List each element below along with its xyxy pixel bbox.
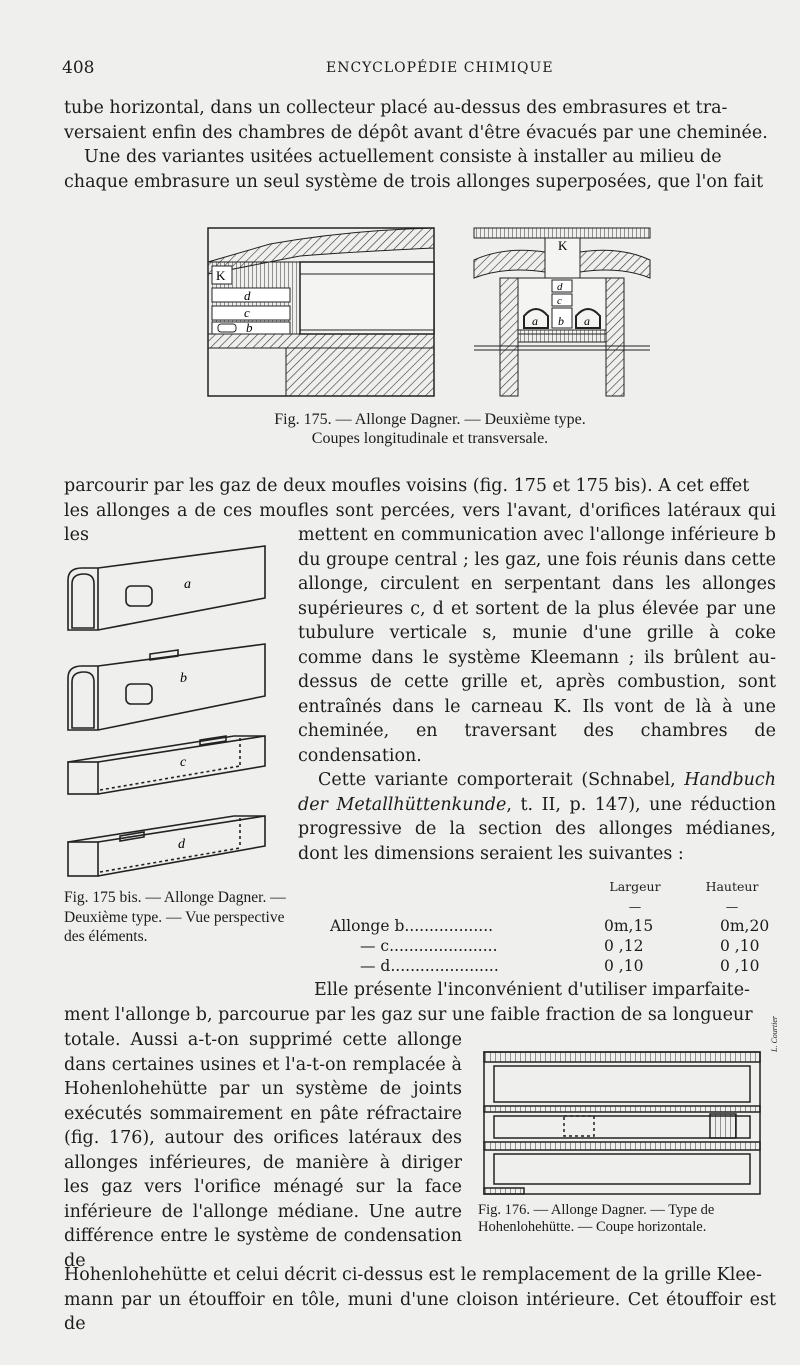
fig175-label-b2: b [558,314,564,328]
page-number: 408 [62,58,95,78]
final-paragraph [64,1263,776,1337]
fig-176-caption: Fig. 176. — Allonge Dagner. — Type de Hohenlohehütte. — Coupe horizontale. [478,1202,715,1235]
paragraph-4-second-line: ment l'allonge b, parcourue par les gaz sur une faible fraction de sa longueur [64,1005,753,1025]
text-run: , t. II, p. 147), une réduction progressive de la section des allonges médianes, dont les dimensions seraient les suivantes : [298,794,776,864]
fig-175bis-caption: Fig. 175 bis. — Allonge Dagner. — Deuxième type. — Vue perspective des éléments. [64,889,286,945]
text-line: parcourir par les gaz de deux moufles voisins (fig. 175 et 175 bis). A cet effet [64,476,750,496]
col-header-hauteur: Hauteur [705,878,759,894]
fig175-label-d: d [244,288,251,303]
row-label: — c [360,937,390,955]
text-line: tube horizontal, dans un collecteur placé au-dessus des embrasures et tra- [64,98,728,118]
paragraph-4-first-line: Elle présente l'inconvénient d'utiliser imparfaite- [314,980,750,1000]
fig-176-signature: L. Courtier [770,1015,779,1052]
text-line: les allonges a de ces moufles sont percées, vers l'avant, d'orifices latéraux qui les [64,500,776,545]
leader-dots: ...................... [389,937,498,955]
text-line: chaque embrasure un seul système de trois allonges superposées, que l'on fait [64,171,764,192]
row-label: Allonge b [330,917,405,935]
fig175-label-K2: K [558,238,568,253]
fig175-label-c: c [244,305,250,320]
fig175-label-a-left: a [532,314,538,328]
dimensions-table [330,876,774,976]
fig175-label-d2: d [557,281,563,293]
text-line: versaient enfin des chambres de dépôt avant d'être évacués par une cheminée. [64,122,768,143]
table-row [330,956,774,976]
table-row [330,916,774,936]
row-label: — d [360,957,391,975]
cell-height: 0 ,10 [720,957,760,975]
paragraph-2-wrap: mettent en communication avec l'allonge inférieure b du groupe central ; les gaz, une fois réunis dans cette allonge, circulent en serpentant dans les allonges supérieures c, d et sortent de la plus élevée par une tubulure verticale s, munie d'une grille à coke comme dans le système Kleemann ; ils brûlent au-dessus de cette grille et, après combustion, sont entraînés dans le carneau K. Ils vont de là à une cheminée, en traversant des chambres de condensation. [298,525,776,766]
text-line: Hohenlohehütte et celui décrit ci-dessus est le remplacement de la grille Klee- [64,1265,762,1285]
cell-height: 0m,20 [720,917,770,935]
leader-dots: ...................... [390,957,499,975]
paragraph-4-wrap: totale. Aussi a-t-on supprimé cette allonge dans certaines usines et l'a-t-on remplacée à Hohenlohehütte par un système de joints exécutés sommairement en pâte réfractaire (fig. 176), autour des orifices latéraux des allonges inférieures, de manière à diriger les gaz vers l'orifice ménagé sur la face inférieure de l'allonge médiane. Une autre différence entre le système de condensation de [64,1030,462,1271]
text-line: mann par un étouffoir en tôle, muni d'une cloison intérieure. Cet étouffoir est de [64,1289,776,1334]
cell-width: 0m,15 [604,917,654,935]
fig175bis-label-b: b [180,671,187,686]
fig175-label-K: K [216,268,226,283]
text-line: Une des variantes usitées actuellement consiste à installer au milieu de [84,147,722,167]
fig-175-illustration [200,222,660,402]
cell-width: 0 ,10 [604,957,644,975]
fig175-label-a-right: a [584,314,590,328]
caption-line: Coupes longitudinale et transversale. [311,430,549,447]
col-dash: — [628,898,642,914]
citation-title: Handbuch der Metallhüttenkunde [298,770,776,815]
fig175bis-label-a: a [184,577,191,592]
col-dash: — [725,898,739,914]
fig175bis-label-c: c [180,755,187,770]
text-run: Cette variante comporterait (Schnabel, [318,770,685,790]
fig175-label-c2: c [557,295,562,307]
fig175-label-b: b [246,320,253,335]
running-title: ENCYCLOPÉDIE CHIMIQUE [326,60,554,76]
col-header-largeur: Largeur [609,878,661,894]
paragraph-3 [298,768,776,866]
table-row [330,936,774,956]
fig-175bis-illustration [60,540,280,885]
fig175bis-label-d: d [178,837,185,852]
leader-dots: .................. [404,917,494,935]
fig-175-caption [200,410,660,448]
intro-paragraph [64,96,776,194]
cell-height: 0 ,10 [720,937,760,955]
fig-176-illustration [480,1044,770,1200]
cell-width: 0 ,12 [604,937,644,955]
caption-line: Fig. 175. — Allonge Dagner. — Deuxième type. [274,411,586,428]
